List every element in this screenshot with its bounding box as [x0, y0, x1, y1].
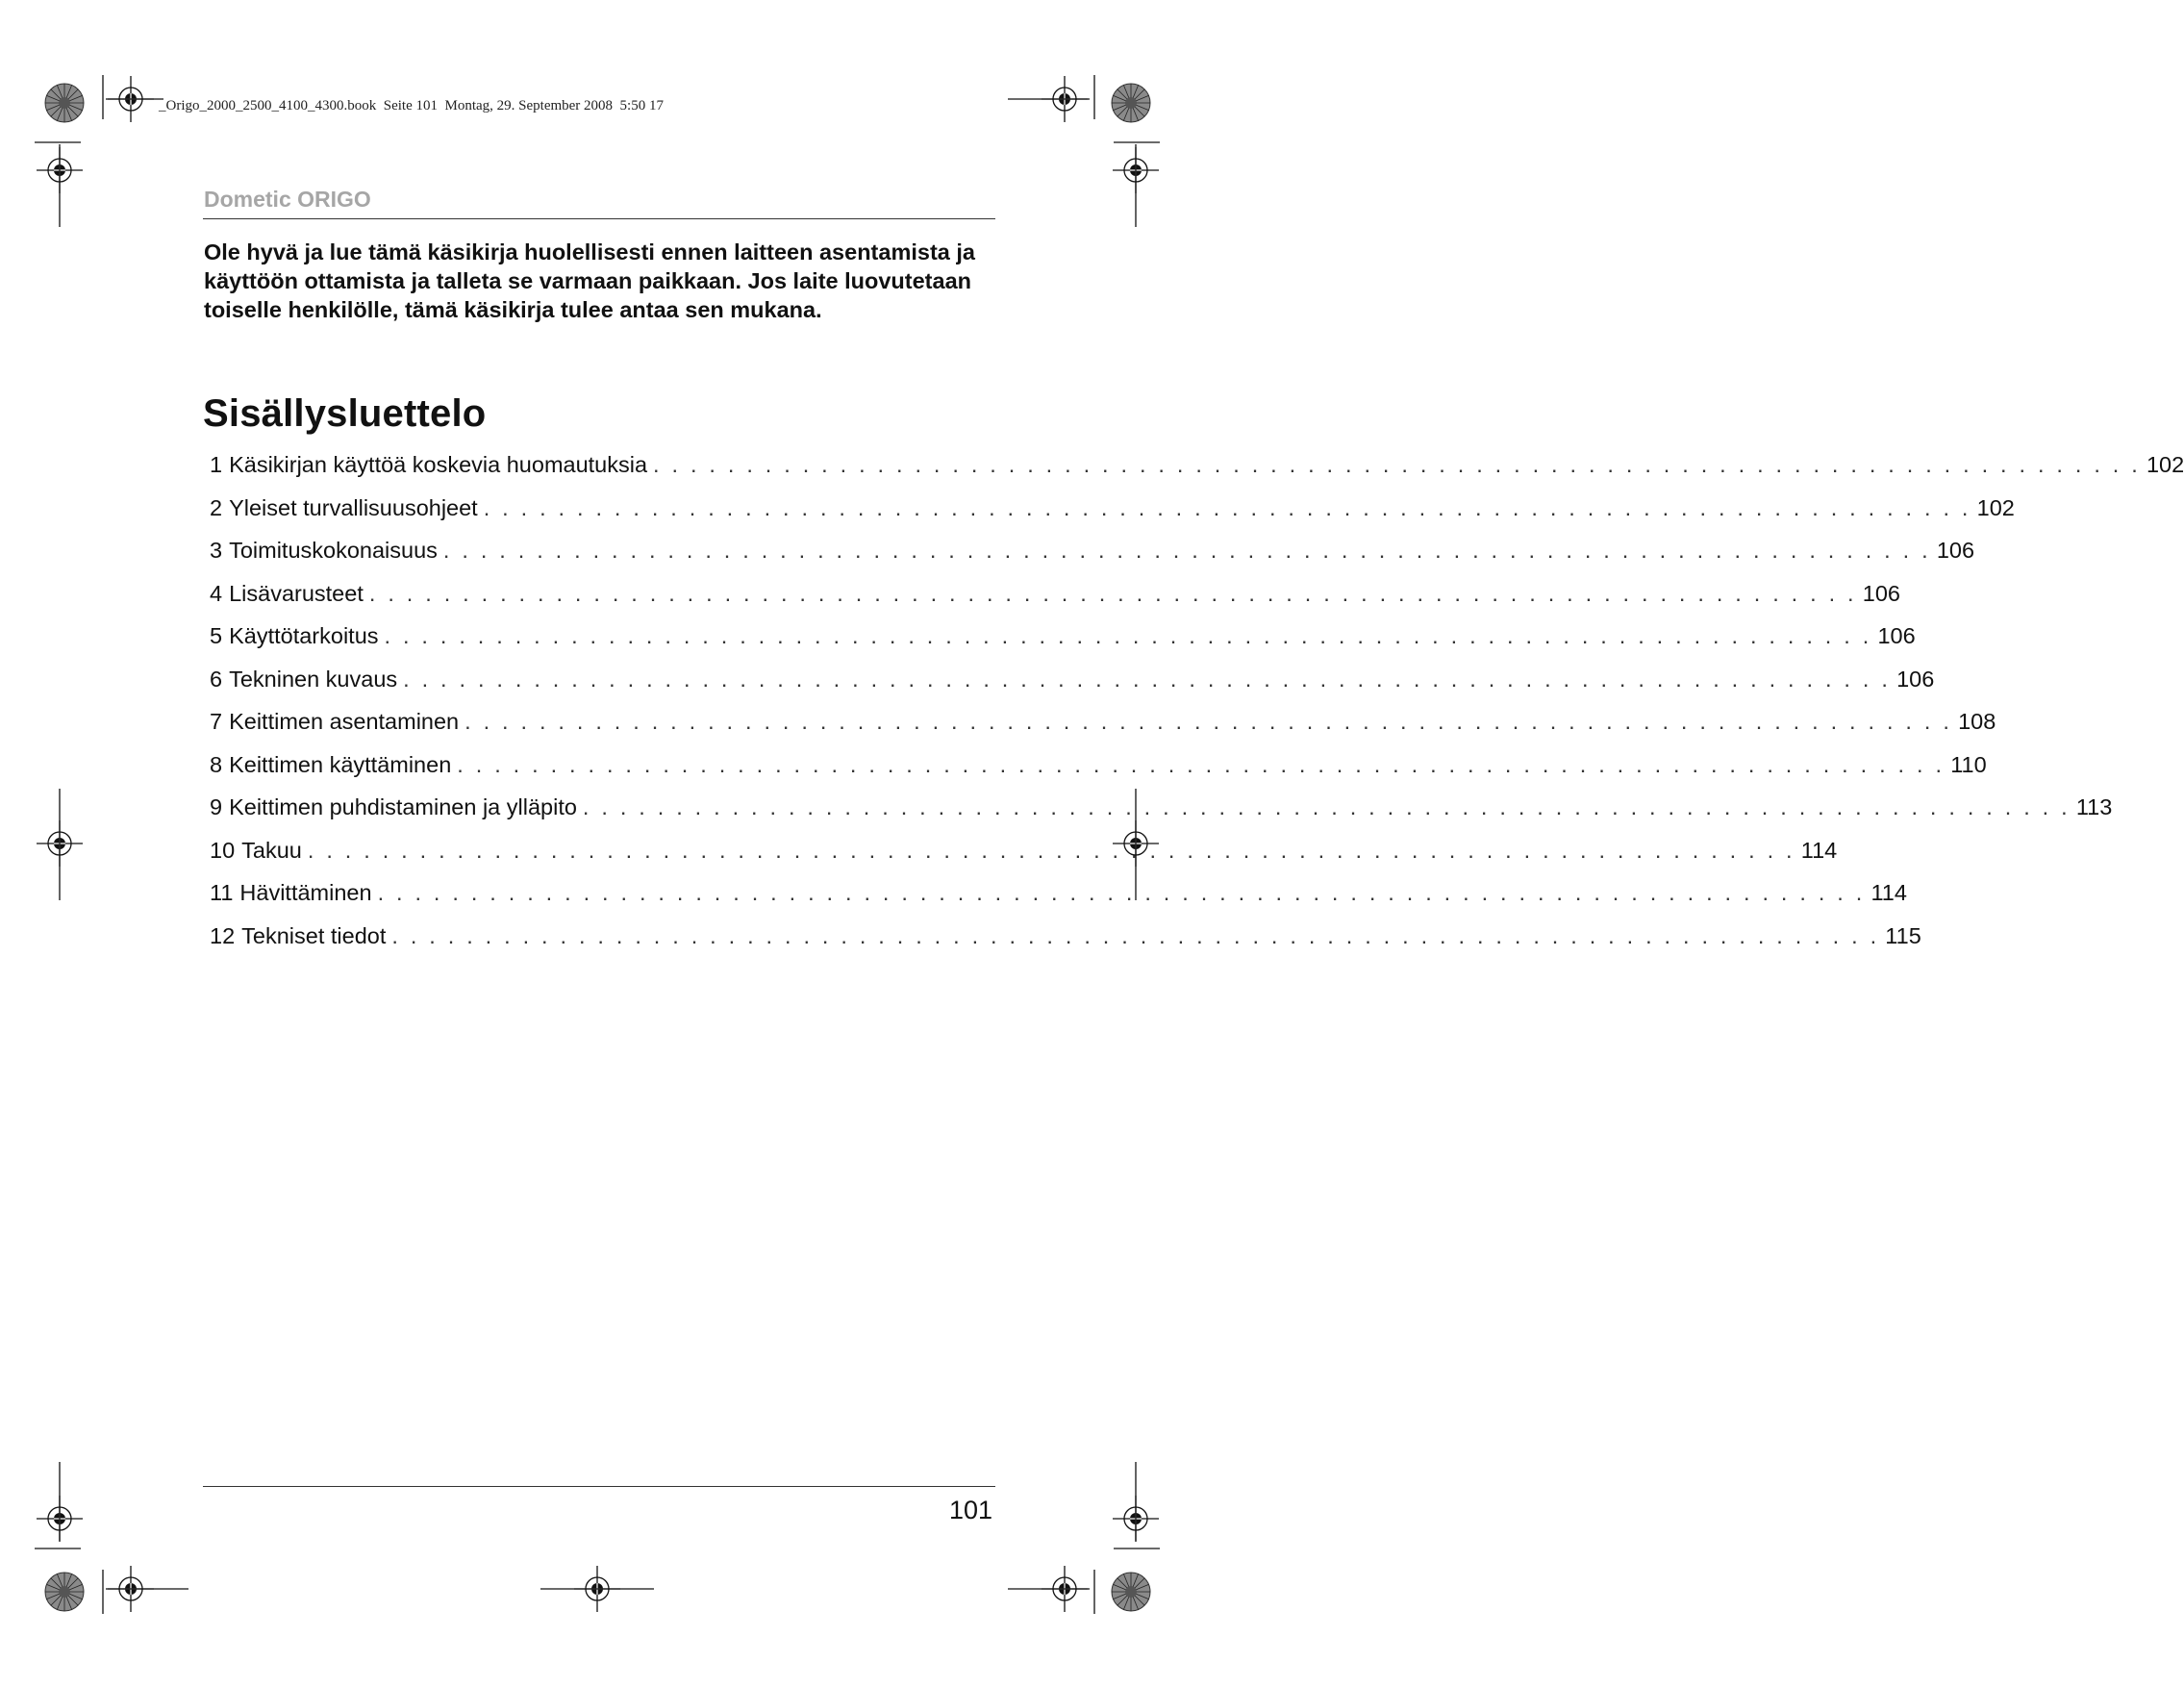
toc-entry-page: 106: [1896, 666, 1935, 692]
toc-entry[interactable]: [210, 452, 2184, 495]
toc-entry-number: 4: [210, 580, 223, 606]
toc-leader-dots: . . . . . . . . . . . . . . . . . . . . . . . . . . . . . . . . . . . . . . . . . . . . . . . . . . . . . . . . . . . . . . . . . . . . . . . . . . . . . . . .: [368, 580, 1857, 606]
toc-entry-page: 108: [1958, 709, 1996, 734]
toc-entry-page: 110: [1950, 751, 1987, 777]
toc-entry-number: 6: [210, 666, 223, 692]
toc-entry-label: Käsikirjan käyttöä koskevia huomautuksia: [229, 452, 648, 477]
toc-entry[interactable]: [210, 494, 2015, 539]
toc-entry-label: Keittimen käyttäminen: [229, 751, 452, 777]
toc-entry-number: 3: [210, 538, 223, 563]
toc-leader-dots: . . . . . . . . . . . . . . . . . . . . . . . . . . . . . . . . . . . . . . . . . . . . . . . . . . . . . . . . . . . . . . . . . . . . . . . . . . . . . . . .: [403, 666, 1892, 692]
toc-leader-dots: . . . . . . . . . . . . . . . . . . . . . . . . . . . . . . . . . . . . . . . . . . . . . . . . . . . . . . . . . . . . . . . . . . . . . . . . . . . . . . . .: [391, 922, 1880, 948]
toc-entry[interactable]: [210, 623, 1916, 667]
toc-leader-dots: . . . . . . . . . . . . . . . . . . . . . . . . . . . . . . . . . . . . . . . . . . . . . . . . . . . . . . . . . . . . . . . . . . . . . . . . . . . . . . . .: [384, 623, 1872, 648]
toc-leader-dots: . . . . . . . . . . . . . . . . . . . . . . . . . . . . . . . . . . . . . . . . . . . . . . . . . . . . . . . . . . . . . . . . . . . . . . . . . . . . . . . .: [464, 709, 1953, 734]
color-wheel-top-right-icon: [1112, 84, 1150, 122]
toc-entry-label: Tekniset tiedot: [241, 922, 387, 948]
toc-leader-dots: . . . . . . . . . . . . . . . . . . . . . . . . . . . . . . . . . . . . . . . . . . . . . . . . . . . . . . . . . . . . . . . . . . . . . . . . . . . . . . . .: [653, 452, 2141, 477]
intro-paragraph: Ole hyvä ja lue tämä käsikirja huolellisesti ennen laitteen asentamista ja käyttöön ottamista ja talleta se varmaan paikkaan. Jos laite luovutetaan toiselle henkilölle, tämä käsikirja tulee antaa sen mukana.: [204, 239, 975, 322]
toc-leader-dots: . . . . . . . . . . . . . . . . . . . . . . . . . . . . . . . . . . . . . . . . . . . . . . . . . . . . . . . . . . . . . . . . . . . . . . . . . . . . . . . .: [377, 880, 1866, 905]
header-brand: Dometic ORIGO: [204, 187, 371, 212]
toc-title: Sisällysluettelo: [203, 392, 487, 435]
toc-entry-number: 5: [210, 623, 223, 648]
toc-entry-label: Lisävarusteet: [229, 580, 364, 606]
toc-entry[interactable]: [210, 666, 1935, 710]
toc-leader-dots: . . . . . . . . . . . . . . . . . . . . . . . . . . . . . . . . . . . . . . . . . . . . . . . . . . . . . . . . . . . . . . . . . . . . . . . . . . . . . . . .: [457, 751, 1946, 777]
toc-entry-page: 106: [1862, 580, 1900, 606]
toc-leader-dots: . . . . . . . . . . . . . . . . . . . . . . . . . . . . . . . . . . . . . . . . . . . . . . . . . . . . . . . . . . . . . . . . . . . . . . . . . . . . . . . .: [582, 794, 2071, 819]
color-wheel-bottom-left-icon: [45, 1573, 84, 1611]
toc-entry-page: 102: [2146, 452, 2184, 477]
toc-entry-label: Käyttötarkoitus: [229, 623, 379, 648]
print-slug-line: _Origo_2000_2500_4100_4300.book Seite 101 Montag, 29. September 2008 5:50 17: [159, 98, 664, 113]
toc-entry-label: Takuu: [241, 837, 302, 863]
color-wheel-top-left-icon: [45, 84, 84, 122]
toc-entry-label: Toimituskokonaisuus: [229, 538, 438, 563]
toc-entry-page: 102: [1976, 494, 2015, 520]
toc-entry-number: 10: [210, 837, 236, 863]
toc-entry[interactable]: [210, 751, 1987, 795]
toc-leader-dots: . . . . . . . . . . . . . . . . . . . . . . . . . . . . . . . . . . . . . . . . . . . . . . . . . . . . . . . . . . . . . . . . . . . . . . . . . . . . . . . .: [442, 538, 1931, 563]
toc-entry-page: 113: [2075, 794, 2113, 819]
toc-entry-label: Keittimen asentaminen: [229, 709, 460, 734]
table-of-contents: [210, 452, 2184, 966]
page-number: 101: [948, 1496, 992, 1524]
toc-entry-label: Yleiset turvallisuusohjeet: [229, 494, 478, 520]
header-rule: [203, 218, 995, 219]
toc-entry-page: 106: [1877, 623, 1916, 648]
color-wheel-bottom-right-icon: [1112, 1573, 1150, 1611]
toc-entry-number: 11: [210, 880, 234, 905]
toc-entry-number: 8: [210, 751, 223, 777]
toc-entry-label: Hävittäminen: [239, 880, 372, 905]
toc-entry-number: 12: [210, 922, 236, 948]
toc-entry[interactable]: [210, 922, 1921, 967]
toc-entry-number: 1: [210, 452, 223, 477]
toc-entry-page: 106: [1936, 538, 1975, 563]
toc-leader-dots: . . . . . . . . . . . . . . . . . . . . . . . . . . . . . . . . . . . . . . . . . . . . . . . . . . . . . . . . . . . . . . . . . . . . . . . . . . . . . . . .: [483, 494, 1971, 520]
toc-entry[interactable]: [210, 794, 2113, 838]
toc-entry-page: 114: [1870, 880, 1907, 905]
toc-leader-dots: . . . . . . . . . . . . . . . . . . . . . . . . . . . . . . . . . . . . . . . . . . . . . . . . . . . . . . . . . . . . . . . . . . . . . . . . . . . . . . . .: [307, 837, 1795, 863]
toc-entry[interactable]: [210, 837, 1838, 881]
toc-entry[interactable]: [210, 880, 1907, 923]
toc-entry[interactable]: [210, 580, 1900, 624]
toc-entry-label: Tekninen kuvaus: [229, 666, 398, 692]
footer-rule: [203, 1486, 995, 1487]
toc-entry-number: 7: [210, 709, 223, 734]
toc-entry-label: Keittimen puhdistaminen ja ylläpito: [229, 794, 577, 819]
toc-entry[interactable]: [210, 538, 1975, 581]
toc-entry-number: 2: [210, 494, 223, 520]
toc-entry-page: 115: [1885, 922, 1921, 948]
toc-entry-number: 9: [210, 794, 223, 819]
toc-entry[interactable]: [210, 709, 1996, 752]
toc-entry-page: 114: [1800, 837, 1838, 863]
